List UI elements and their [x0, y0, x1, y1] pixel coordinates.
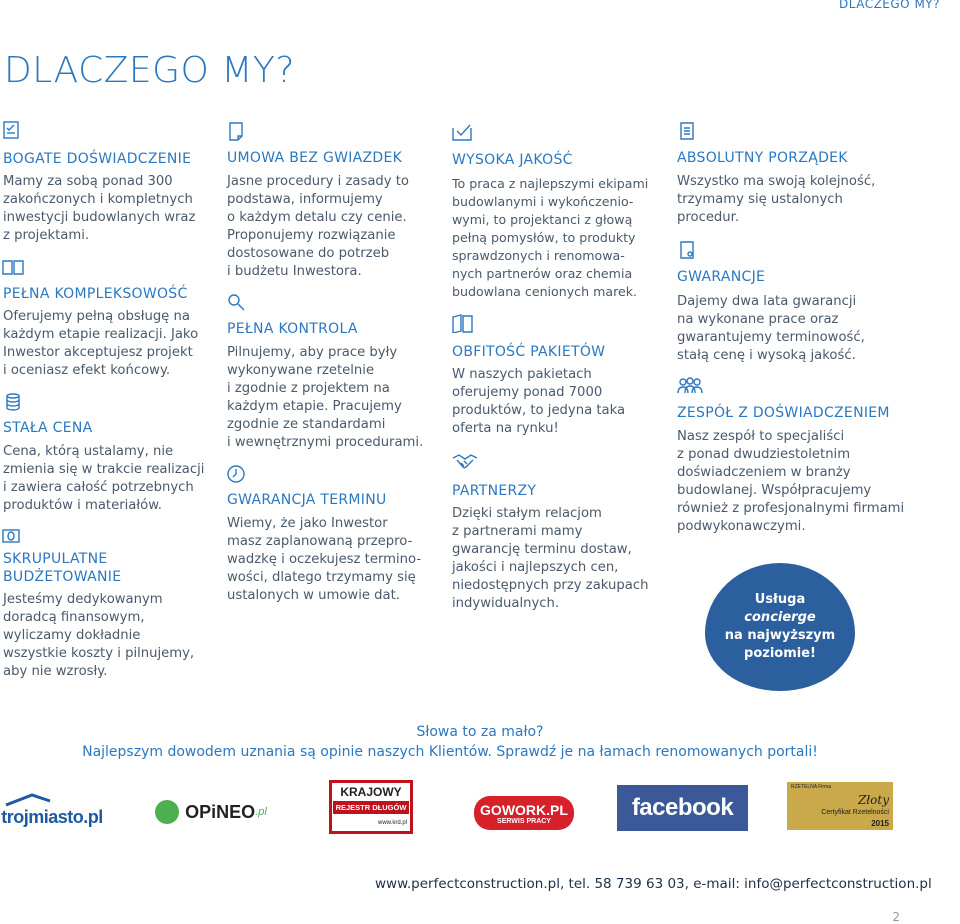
section-body-zespol: Nasz zespół to specjaliści z ponad dwudziestoletnim doświadczeniem w branży budowlanej. Współpracujemy również z profesjonalnymi firmami podwykonawczymi. [677, 429, 905, 534]
section-body-porzadek: Wszystko ma swoją kolejność, trzymamy się ustalonych procedur. [677, 174, 876, 225]
krd-logo[interactable]: KRAJOWY REJESTR DŁUGÓW www.krd.pl [329, 780, 413, 834]
clipboard-icon [1, 120, 21, 140]
reviews-invitation: Najlepszym dowodem uznania są opinie naszych Klientów. Sprawdź je na łamach renomowanych portali! [82, 744, 818, 760]
rzetelna-firma-certificate[interactable]: RZETELNA Firma Złoty Certyfikat Rzetelności 2015 [787, 782, 893, 830]
section-body-kontrola: Pilnujemy, aby prace były wykonywane rzetelnie i zgodnie z projektem na każdym etapie. Pracujemy zgodnie ze standardami i wewnętrznymi procedurami. [227, 345, 424, 450]
facebook-logo[interactable]: facebook [617, 785, 748, 831]
section-title-termin: GWARANCJA TERMINU [227, 492, 387, 508]
checklist-icon [677, 121, 697, 141]
coins-icon [3, 392, 23, 412]
brochures-icon [451, 313, 475, 333]
section-body-pakiety: W naszych pakietach oferujemy ponad 7000 produktów, to jedyna taka oferta na rynku! [452, 367, 626, 436]
opineo-logo[interactable]: OPiNEO .pl [151, 797, 271, 827]
section-body-budzetowanie: Jesteśmy dedykowanym doradcą finansowym, wyliczamy dokładnie wszystkie koszty i pilnujemy, aby nie wzrosły. [3, 592, 195, 679]
trojmiasto-logo[interactable]: trojmiasto.pl [2, 790, 102, 830]
section-title-porzadek: ABSOLUTNY PORZĄDEK [677, 150, 848, 166]
reviews-question: Słowa to za mało? [416, 724, 544, 740]
team-icon [677, 376, 703, 396]
banknote-icon [1, 526, 21, 546]
opineo-check-icon [155, 800, 179, 824]
section-title-zespol: ZESPÓŁ Z DOŚWIADCZENIEM [677, 405, 890, 421]
section-title-budzetowanie: SKRUPULATNE BUDŻETOWANIE [3, 551, 122, 585]
handshake-icon [451, 452, 479, 472]
approved-mail-icon [451, 122, 473, 142]
clock-icon [226, 464, 246, 484]
section-title-stala-cena: STAŁA CENA [3, 420, 93, 436]
section-body-umowa: Jasne procedury i zasady to podstawa, informujemy o każdym detalu czy cenie. Proponujemy rozwiązanie dostosowane do potrzeb i budżetu Inwestora. [227, 174, 410, 279]
section-title-partnerzy: PARTNERZY [452, 483, 537, 499]
section-title-jakosc: WYSOKA JAKOŚĆ [452, 152, 573, 168]
page-number: 2 [892, 910, 900, 924]
section-body-gwarancje: Dajemy dwa lata gwarancji na wykonane prace oraz gwarantujemy terminowość, stałą cenę i wysoką jakość. [677, 294, 865, 363]
section-body-partnerzy: Dzięki stałym relacjom z partnerami mamy gwarancję terminu dostaw, jakości i najlepszych cen, niedostępnych przy zakupach indywidualnych. [452, 506, 649, 611]
magnifier-icon [226, 292, 246, 312]
section-body-stala-cena: Cena, którą ustalamy, nie zmienia się w trakcie realizacji i zawiera całość potrzebnych produktów i materiałów. [3, 444, 205, 513]
section-title-umowa: UMOWA BEZ GWIAZDEK [227, 150, 403, 166]
certificate-icon [677, 240, 697, 260]
concierge-callout: Usługa concierge na najwyższym poziomie! [705, 563, 855, 691]
page-title: DLACZEGO MY? [4, 50, 295, 91]
document-icon [226, 121, 246, 141]
section-title-bogate: BOGATE DOŚWIADCZENIE [3, 151, 192, 167]
section-title-kontrola: PEŁNA KONTROLA [227, 321, 358, 337]
contact-footer: www.perfectconstruction.pl, tel. 58 739 63 03, e-mail: info@perfectconstruction.pl [375, 876, 932, 892]
section-title-pakiety: OBFITOŚĆ PAKIETÓW [452, 344, 606, 360]
gowork-logo[interactable]: GOWORK.PL SERWIS PRACY [474, 796, 574, 830]
book-icon [1, 257, 25, 277]
section-title-kompleksowosc: PEŁNA KOMPLEKSOWOŚĆ [3, 286, 188, 302]
section-body-termin: Wiemy, że jako Inwestor masz zaplanowaną przepro- wadzkę i oczekujesz termino- wości, dlatego trzymamy się ustalonych w umowie dat. [227, 516, 422, 603]
section-body-kompleksowosc: Oferujemy pełną obsługę na każdym etapie realizacji. Jako Inwestor akceptujesz projekt i oceniasz efekt końcowy. [3, 309, 199, 378]
section-body-jakosc: To praca z najlepszymi ekipami budowlanymi i wykończenio- wymi, to projektanci z głową pełną pomysłów, to produkty sprawdzonych i renomowa- nych partnerów oraz chemia budowlana cenionych marek. [452, 176, 649, 299]
section-title-gwarancje: GWARANCJE [677, 269, 766, 285]
section-body-bogate: Mamy za sobą ponad 300 zakończonych i kompletnych inwestycji budowlanych wraz z projektami. [3, 174, 196, 243]
running-header: DLACZEGO MY? [839, 0, 940, 11]
